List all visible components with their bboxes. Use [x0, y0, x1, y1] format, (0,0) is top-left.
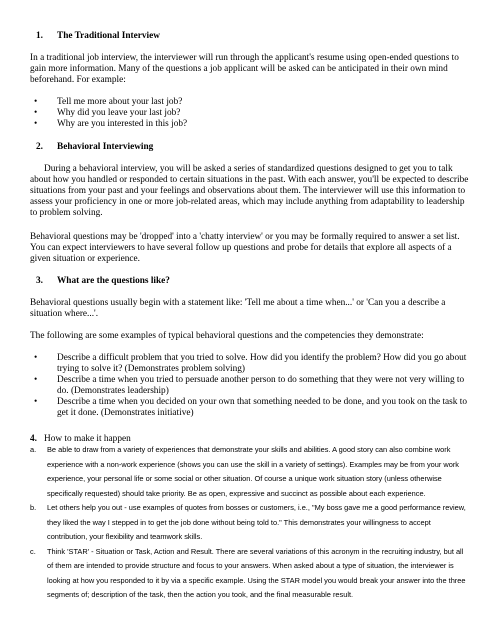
- section-1-heading: [36, 31, 160, 42]
- list-item: • Why did you leave your last job?: [30, 108, 470, 119]
- section-3-paragraph-1: Behavioral questions usually begin with a statement like: 'Tell me about a time when...' or 'Can you a describe a situation where...'.: [30, 298, 446, 319]
- section-2-number: 2.: [36, 142, 43, 152]
- section-3-title: What are the questions like?: [57, 276, 170, 286]
- section-3-paragraph-2: The following are some examples of typical behavioral questions and the competencies they demonstrate:: [30, 331, 424, 341]
- list-item-text: Think 'STAR' - Situation or Task, Action and Result. There are several variations of this acronym in the recruiting industry, but all of them are intended to provide structure and focus to your answers. When asked about a type of situation, the interviewer is looking at how you responded to it by via a specific example. Using the STAR model you would break your answer into the three segments of; description of the task, then the action you took, and the final measurable result.: [47, 546, 466, 599]
- list-item: • Why are you interested in this job?: [30, 119, 470, 130]
- list-item: • Describe a difficult problem that you tried to solve. How did you identify the problem? How did you go about trying to solve it? (Demonstrates problem solving): [30, 353, 470, 375]
- section-1-intro: In a traditional job interview, the interviewer will run through the applicant's resume using open-ended questions to gain more information. Many of the questions a job applicant will be asked can be anticipated in their own mind beforehand. For example:: [30, 53, 459, 85]
- list-item: [30, 545, 470, 603]
- list-item-text: Be able to draw from a variety of experiences that demonstrate your skills and abilities. A good story can also combine work experience with a non-work experience (shows you can use the skill in a variety of settings). Examples may be from your work experience, your personal life or some social or other situation. Of course a unique work situation story (unless otherwise specifically requested) should take priority. Be as open, expressive and succinct as possible about each experience.: [47, 445, 460, 498]
- list-marker: b.: [30, 503, 37, 512]
- list-marker: c.: [30, 546, 36, 556]
- section-2-heading: [36, 142, 154, 153]
- section-3-bullet-list: [30, 353, 470, 419]
- section-2-paragraph-1: During a behavioral interview, you will be asked a series of standardized questions designed to get you to talk about how you handled or responded to certain situations in the past. With each answer, you'll be expected to describe situations from your past and your feelings and observations about them. The interviewer will use this information to assess your proficiency in one or more job-related areas, which may include anything from adaptability to leadership to problem solving.: [30, 164, 469, 218]
- section-3-number: 3.: [36, 276, 43, 286]
- list-item: • Describe a time when you tried to persuade another person to do something that they were not very willing to do. (Demonstrates leadership): [30, 375, 470, 397]
- list-item: • Tell me more about your last job?: [30, 97, 470, 108]
- list-item: [30, 501, 470, 545]
- section-4-list: [30, 443, 470, 603]
- section-4-number: 4.: [30, 434, 37, 444]
- list-item-text: Let others help you out - use examples of quotes from bosses or customers, i.e., "My boss gave me a good performance review, they liked the way I stepped in to get the job done without being told to." This demonstrates your willingness to accept contribution, your flexibility and teamwork skills.: [47, 503, 466, 541]
- section-1-number: 1.: [36, 31, 43, 41]
- section-1-bullet-list: [30, 97, 470, 130]
- list-item: [30, 443, 470, 501]
- section-2-title: Behavioral Interviewing: [57, 142, 154, 152]
- list-marker: a.: [30, 445, 37, 454]
- section-2-paragraph-2: Behavioral questions may be 'dropped' into a 'chatty interview' or you may be formally required to answer a set list. You can expect interviewers to have several follow up questions and probe for details that explore all aspects of a given situation or experience.: [30, 232, 460, 264]
- section-4-title: How to make it happen: [44, 434, 131, 444]
- section-1-title: The Traditional Interview: [57, 31, 160, 41]
- list-item: • Describe a time when you decided on your own that something needed to be done, and you took on the task to get it done. (Demonstrates initiative): [30, 397, 470, 419]
- section-3-heading: [36, 276, 170, 287]
